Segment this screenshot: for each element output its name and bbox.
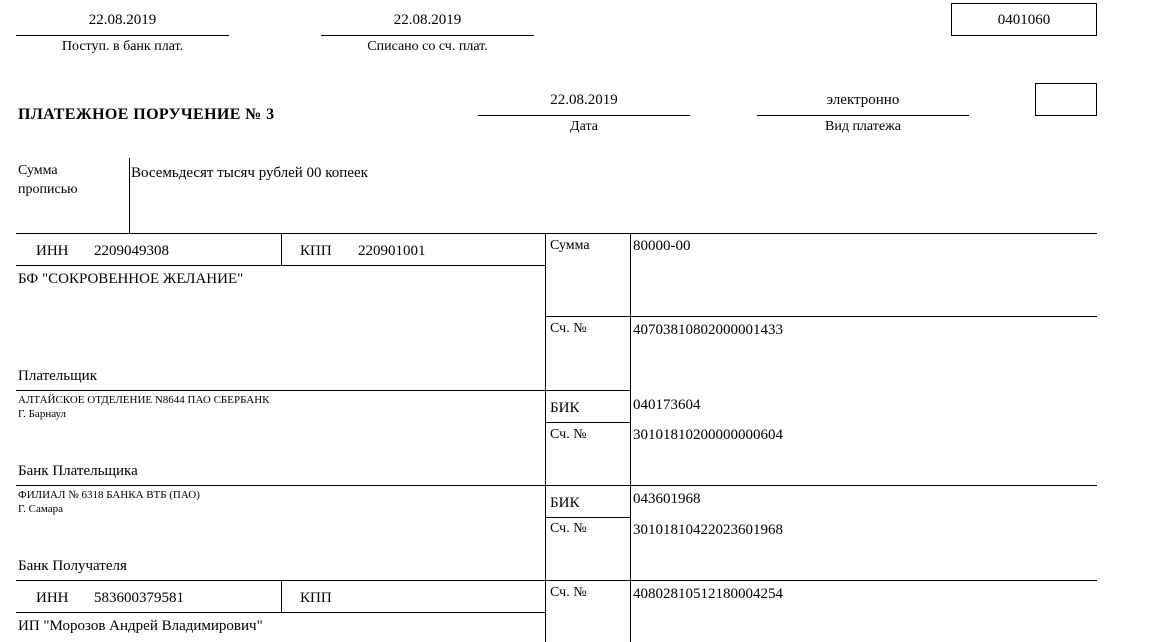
payee-inn-label: ИНН xyxy=(36,590,69,606)
payer-bank-line xyxy=(16,390,630,391)
payee-bik-line xyxy=(545,517,630,518)
payer-inn-label: ИНН xyxy=(36,243,69,259)
form-code: 0401060 xyxy=(997,12,1051,28)
received-date-line xyxy=(16,35,229,36)
received-date-label: Поступ. в банк плат. xyxy=(61,39,184,54)
payee-account-label: Сч. № xyxy=(550,585,587,600)
payee-bik: 043601968 xyxy=(633,491,701,507)
page-title: ПЛАТЕЖНОЕ ПОРУЧЕНИЕ № 3 xyxy=(18,106,275,123)
amount-words-divider xyxy=(129,158,130,233)
payer-bank-label: Банк Плательщика xyxy=(18,463,138,479)
payee-bank-label: Банк Получателя xyxy=(18,558,127,574)
payer-bik-label: БИК xyxy=(550,400,580,416)
payment-type: электронно xyxy=(826,92,900,108)
received-date: 22.08.2019 xyxy=(88,12,157,28)
payee-bank-account: 30101810422023601968 xyxy=(633,522,783,538)
debited-date-line xyxy=(321,35,534,36)
amount-label: Сумма xyxy=(550,238,590,253)
amount-words-value: Восемьдесят тысяч рублей 00 копеек xyxy=(131,165,368,181)
payee-inn: 583600379581 xyxy=(94,590,184,606)
payee-name: ИП "Морозов Андрей Владимирович" xyxy=(18,618,263,634)
grid-line-top xyxy=(16,233,1097,234)
amount-words-label-1: Сумма xyxy=(18,163,58,178)
payee-inn-line xyxy=(16,612,545,613)
debited-date-label: Списано со сч. плат. xyxy=(367,39,488,54)
payment-type-label: Вид платежа xyxy=(824,119,901,134)
amount-words-label-2: прописью xyxy=(18,182,78,197)
status-box xyxy=(1035,83,1097,116)
payer-kpp: 220901001 xyxy=(358,243,426,259)
payer-inn-line xyxy=(16,265,545,266)
debited-date: 22.08.2019 xyxy=(393,12,462,28)
amount-account-line xyxy=(545,316,1097,317)
payer-account: 40703810802000001433 xyxy=(633,322,783,338)
payer-kpp-label: КПП xyxy=(300,243,332,259)
payer-bik: 040173604 xyxy=(633,397,701,413)
payee-inn-kpp-divider xyxy=(281,580,282,612)
payee-kpp-label: КПП xyxy=(300,590,332,606)
form-code-box xyxy=(951,3,1097,36)
payer-bank-account-label: Сч. № xyxy=(550,427,587,442)
order-date: 22.08.2019 xyxy=(550,92,618,108)
payee-bank-account-label: Сч. № xyxy=(550,521,587,536)
payee-line xyxy=(16,580,1097,581)
payer-bank-name: АЛТАЙСКОЕ ОТДЕЛЕНИЕ N8644 ПАО СБЕРБАНК xyxy=(18,394,270,406)
payment-type-line xyxy=(757,115,969,116)
payer-bank-account: 30101810200000000604 xyxy=(633,427,783,443)
payee-bank-city: Г. Самара xyxy=(18,503,63,515)
payer-inn-kpp-divider xyxy=(281,233,282,265)
order-date-line xyxy=(478,115,690,116)
payee-bik-label: БИК xyxy=(550,495,580,511)
payer-name: БФ "СОКРОВЕННОЕ ЖЕЛАНИЕ" xyxy=(18,271,244,287)
payer-account-label: Сч. № xyxy=(550,321,587,336)
amount-value: 80000-00 xyxy=(633,238,691,254)
payer-bik-line xyxy=(545,422,630,423)
payer-label: Плательщик xyxy=(18,368,97,384)
payee-bank-name: ФИЛИАЛ № 6318 БАНКА ВТБ (ПАО) xyxy=(18,489,200,501)
payer-bank-city: Г. Барнаул xyxy=(18,408,67,420)
payee-bank-line xyxy=(16,485,1097,486)
payer-inn: 2209049308 xyxy=(94,243,169,259)
order-date-label: Дата xyxy=(570,119,598,134)
payee-account: 40802810512180004254 xyxy=(633,586,783,602)
